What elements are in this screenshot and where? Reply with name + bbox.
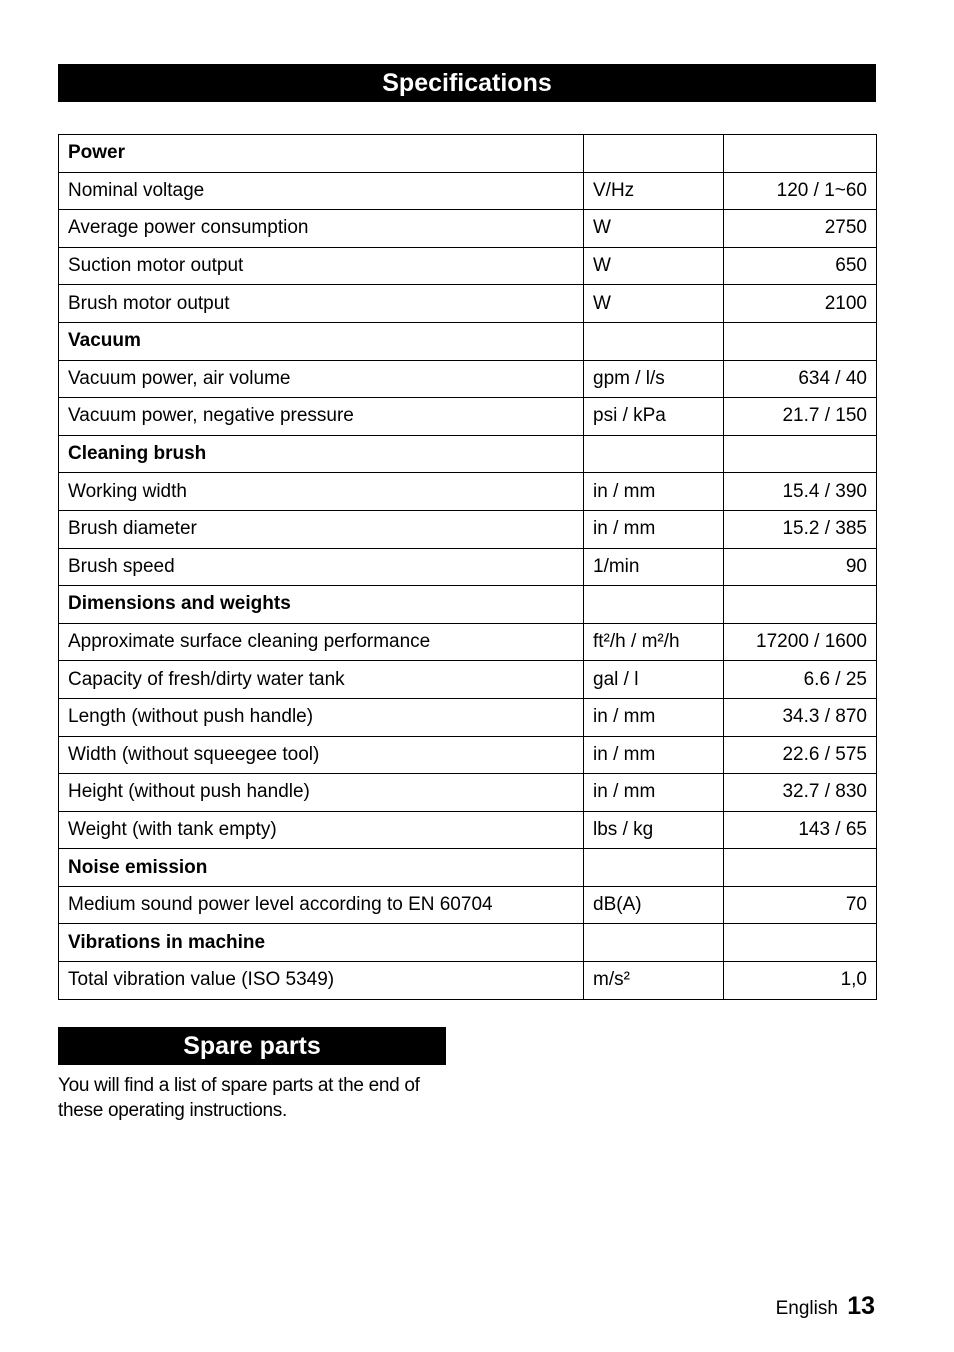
row-unit	[584, 135, 724, 173]
row-label: Length (without push handle)	[59, 698, 584, 736]
row-label: Brush motor output	[59, 285, 584, 323]
row-unit: m/s²	[584, 962, 724, 1000]
row-value: 1,0	[724, 962, 877, 1000]
row-value	[724, 849, 877, 887]
specifications-table-body	[59, 135, 877, 1000]
specifications-table	[58, 134, 877, 1000]
table-row	[59, 661, 877, 699]
table-row	[59, 285, 877, 323]
row-label: Vacuum	[59, 322, 584, 360]
row-value: 15.4 / 390	[724, 473, 877, 511]
row-unit	[584, 924, 724, 962]
row-value: 34.3 / 870	[724, 698, 877, 736]
table-row	[59, 886, 877, 924]
row-value: 17200 / 1600	[724, 623, 877, 661]
row-unit: in / mm	[584, 473, 724, 511]
row-unit: in / mm	[584, 510, 724, 548]
table-row	[59, 962, 877, 1000]
row-value	[724, 586, 877, 624]
row-unit: gpm / l/s	[584, 360, 724, 398]
specifications-heading: Specifications	[58, 64, 876, 102]
row-unit: in / mm	[584, 736, 724, 774]
row-label: Medium sound power level according to EN 60704	[59, 886, 584, 924]
row-value: 650	[724, 247, 877, 285]
row-value	[724, 924, 877, 962]
row-label: Total vibration value (ISO 5349)	[59, 962, 584, 1000]
row-unit: W	[584, 247, 724, 285]
row-label: Brush diameter	[59, 510, 584, 548]
page-footer	[776, 1292, 875, 1321]
row-unit: in / mm	[584, 698, 724, 736]
table-row	[59, 172, 877, 210]
row-label: Cleaning brush	[59, 435, 584, 473]
row-unit	[584, 586, 724, 624]
row-value: 6.6 / 25	[724, 661, 877, 699]
table-row	[59, 774, 877, 812]
row-value: 70	[724, 886, 877, 924]
table-row	[59, 473, 877, 511]
row-unit	[584, 435, 724, 473]
row-value: 21.7 / 150	[724, 398, 877, 436]
table-section-row	[59, 586, 877, 624]
row-unit	[584, 849, 724, 887]
row-label: Height (without push handle)	[59, 774, 584, 812]
table-row	[59, 247, 877, 285]
row-value: 32.7 / 830	[724, 774, 877, 812]
row-value: 2750	[724, 210, 877, 248]
table-section-row	[59, 435, 877, 473]
row-unit: in / mm	[584, 774, 724, 812]
table-section-row	[59, 924, 877, 962]
table-row	[59, 210, 877, 248]
row-unit: psi / kPa	[584, 398, 724, 436]
table-row	[59, 548, 877, 586]
row-label: Suction motor output	[59, 247, 584, 285]
row-label: Average power consumption	[59, 210, 584, 248]
table-row	[59, 360, 877, 398]
table-section-row	[59, 849, 877, 887]
row-unit: W	[584, 210, 724, 248]
table-row	[59, 623, 877, 661]
row-label: Weight (with tank empty)	[59, 811, 584, 849]
row-label: Brush speed	[59, 548, 584, 586]
row-value: 22.6 / 575	[724, 736, 877, 774]
row-value: 120 / 1~60	[724, 172, 877, 210]
row-label: Vacuum power, negative pressure	[59, 398, 584, 436]
table-row	[59, 510, 877, 548]
footer-language: English	[775, 1298, 838, 1319]
row-label: Dimensions and weights	[59, 586, 584, 624]
row-value	[724, 135, 877, 173]
table-row	[59, 398, 877, 436]
row-value: 2100	[724, 285, 877, 323]
row-unit: gal / l	[584, 661, 724, 699]
row-unit: W	[584, 285, 724, 323]
row-value: 634 / 40	[724, 360, 877, 398]
row-label: Nominal voltage	[59, 172, 584, 210]
table-row	[59, 811, 877, 849]
row-unit	[584, 322, 724, 360]
row-label: Vacuum power, air volume	[59, 360, 584, 398]
spare-parts-text: You will find a list of spare parts at the end of these operating instructions.	[58, 1075, 420, 1121]
row-value	[724, 435, 877, 473]
row-unit: V/Hz	[584, 172, 724, 210]
row-label: Capacity of fresh/dirty water tank	[59, 661, 584, 699]
page-number: 13	[847, 1292, 875, 1320]
row-unit: dB(A)	[584, 886, 724, 924]
row-value: 143 / 65	[724, 811, 877, 849]
row-value: 15.2 / 385	[724, 510, 877, 548]
row-label: Power	[59, 135, 584, 173]
table-section-row	[59, 322, 877, 360]
row-value: 90	[724, 548, 877, 586]
row-unit: 1/min	[584, 548, 724, 586]
spare-parts-heading: Spare parts	[58, 1027, 446, 1065]
row-label: Vibrations in machine	[59, 924, 584, 962]
row-label: Working width	[59, 473, 584, 511]
table-section-row	[59, 135, 877, 173]
row-label: Noise emission	[59, 849, 584, 887]
table-row	[59, 736, 877, 774]
table-row	[59, 698, 877, 736]
row-label: Approximate surface cleaning performance	[59, 623, 584, 661]
row-value	[724, 322, 877, 360]
row-unit: lbs / kg	[584, 811, 724, 849]
row-unit: ft²/h / m²/h	[584, 623, 724, 661]
row-label: Width (without squeegee tool)	[59, 736, 584, 774]
